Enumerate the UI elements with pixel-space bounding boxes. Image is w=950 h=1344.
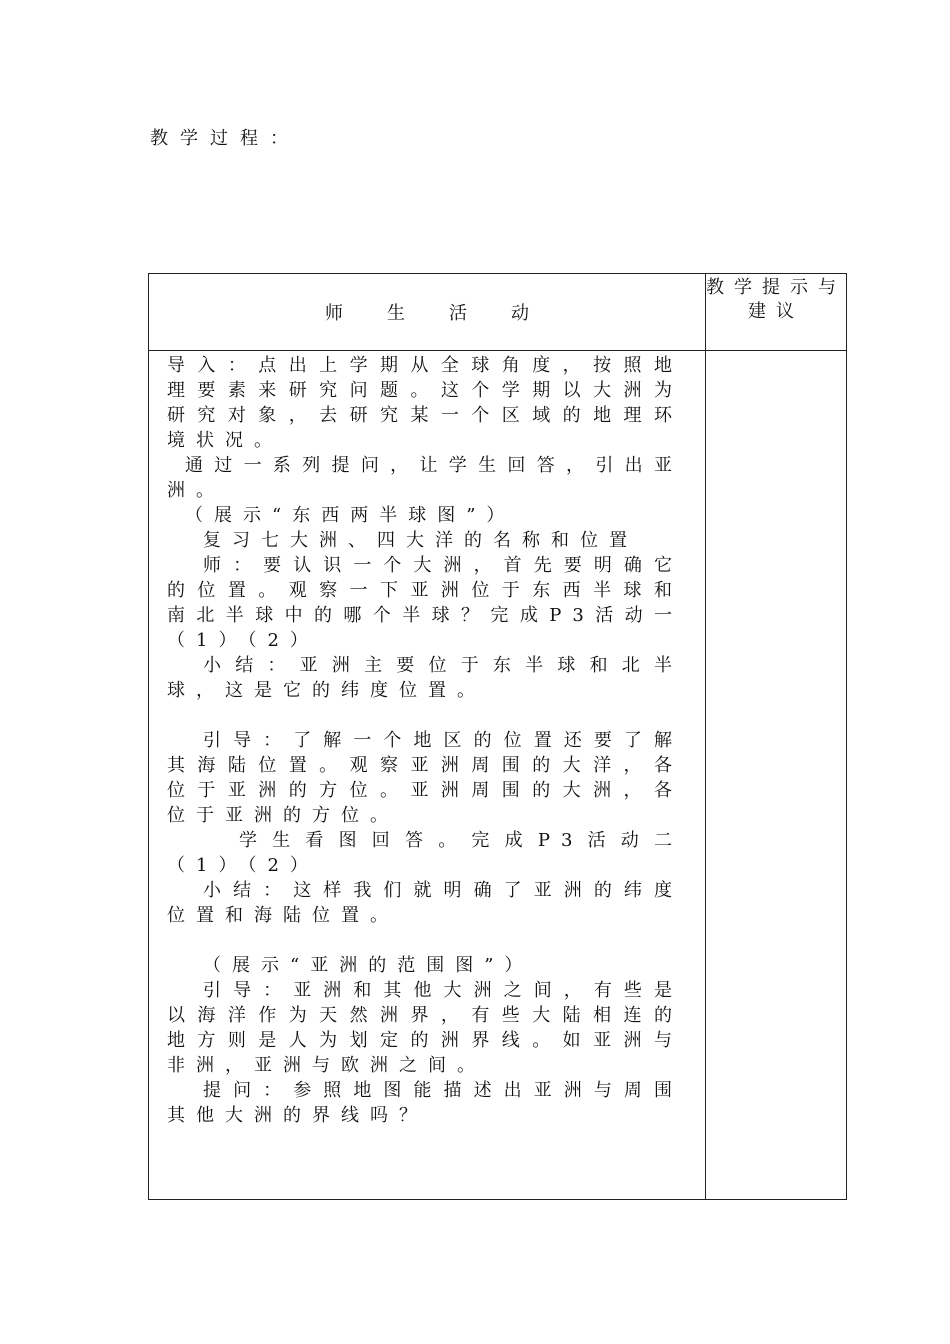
- header-teacher-student-activity: 师生活动: [149, 274, 706, 351]
- paragraph-show-range-map: （展示“亚洲的范围图”）: [203, 955, 534, 976]
- table-header-row: [149, 274, 847, 351]
- header-teaching-tips: 教学提示与建议: [706, 274, 847, 351]
- paragraph-review: 复习七大洲、四大洋的名称和位置: [203, 530, 638, 551]
- paragraph-students-answer: 学生看图回答。完成P3活动二 （1）（2）: [167, 830, 683, 876]
- paragraph-summary-1: 小结：亚洲主要位于东半球和北半球，这是它的纬度位置。: [167, 655, 683, 701]
- paragraph-question: 提问：参照地图能描述出亚洲与周围其他大洲的界线吗？: [167, 1080, 683, 1126]
- activity-cell: [149, 351, 706, 1200]
- paragraph-questions: 通过一系列提问，让学生回答，引出亚洲。: [167, 455, 683, 501]
- spacer: [167, 703, 683, 728]
- table-body-row: [149, 351, 847, 1200]
- paragraph-summary-2: 小结：这样我们就明确了亚洲的纬度位置和海陆位置。: [167, 880, 683, 926]
- lesson-table: [148, 273, 847, 1200]
- paragraph-guide-1: 引导：了解一个地区的位置还要了解其海陆位置。观察亚洲周围的大洋，各位于亚洲的方位。亚洲周围的大洲，各位于亚洲的方位。: [167, 730, 683, 826]
- paragraph-guide-2: 引导：亚洲和其他大洲之间，有些是以海洋作为天然洲界，有些大陆相连的地方则是人为划定的洲界线。如亚洲与非洲，亚洲与欧洲之间。: [167, 980, 683, 1076]
- spacer: [167, 928, 683, 953]
- page-heading: 教学过程：: [150, 128, 300, 149]
- paragraph-intro: 导入：点出上学期从全球角度，按照地理要素来研究问题。这个学期以大洲为研究对象，去研究某一个区域的地理环境状况。: [167, 355, 683, 451]
- paragraph-show-hemisphere-map: （展示“东西两半球图”）: [185, 505, 516, 526]
- tips-cell: [706, 351, 847, 1200]
- paragraph-teacher: 师：要认识一个大洲，首先要明确它的位置。观察一下亚洲位于东西半球和南北半球中的哪个半球？完成P3活动一 （1）（2）: [167, 555, 683, 651]
